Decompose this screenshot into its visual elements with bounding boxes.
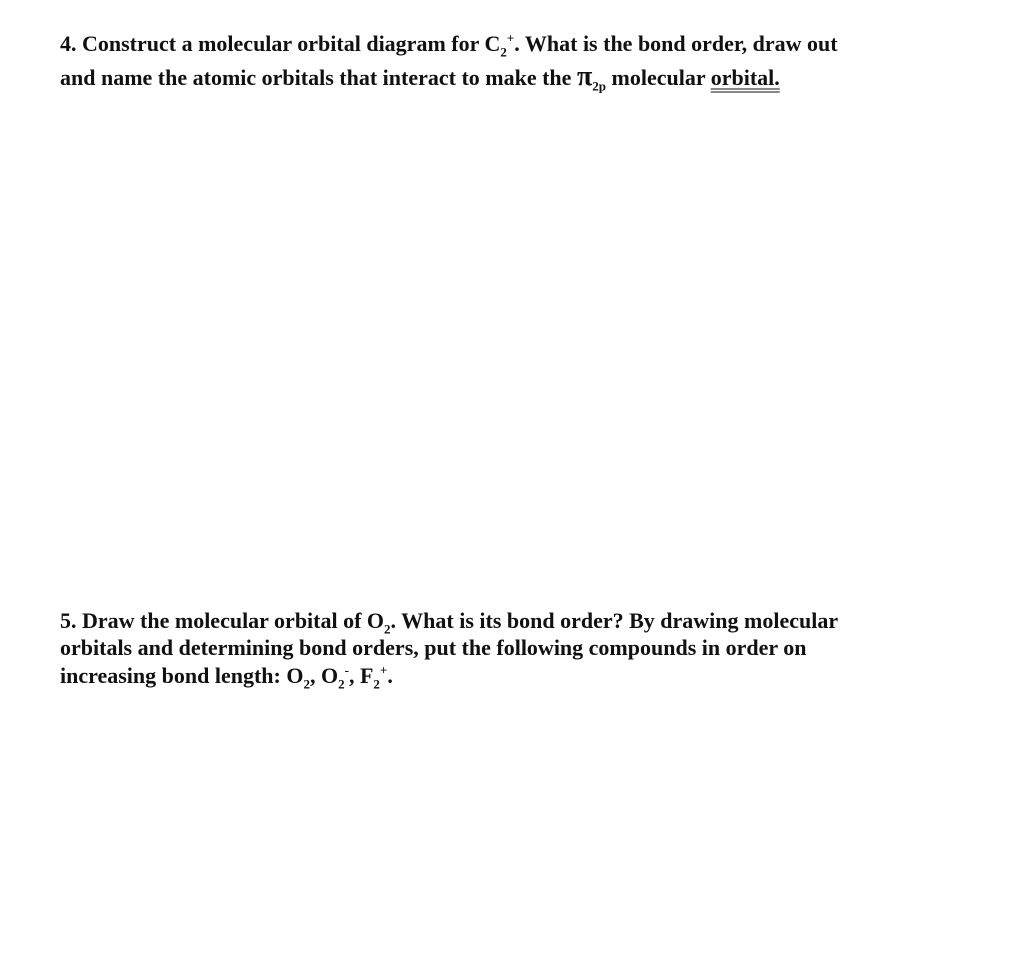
subscript: 2p bbox=[592, 78, 607, 94]
subscript: 2 bbox=[373, 676, 380, 692]
pi-symbol: π bbox=[576, 61, 593, 92]
question-5-line-1 bbox=[60, 608, 839, 637]
subscript: 2 bbox=[338, 676, 345, 692]
question-4-line-2 bbox=[60, 61, 780, 94]
text: . bbox=[387, 663, 393, 688]
superscript: + bbox=[379, 662, 388, 678]
text: and name the atomic orbitals that interact to make the bbox=[60, 65, 577, 90]
text: , O bbox=[309, 663, 339, 688]
text: increasing bond length: O bbox=[60, 663, 304, 688]
text: 5. Draw the molecular orbital of O bbox=[60, 608, 385, 633]
text: 4. Construct a molecular orbital diagram for C bbox=[60, 31, 501, 56]
superscript: + bbox=[506, 30, 515, 46]
subscript: 2 bbox=[500, 44, 507, 60]
question-4-line-1 bbox=[60, 30, 838, 60]
question-5-line-3 bbox=[60, 662, 393, 692]
subscript: 2 bbox=[384, 621, 391, 637]
superscript: - bbox=[344, 662, 349, 678]
text: molecular bbox=[606, 65, 711, 90]
text: . What is its bond order? By drawing molecular bbox=[390, 608, 839, 633]
text: , F bbox=[348, 663, 374, 688]
text: . What is the bond order, draw out bbox=[514, 31, 838, 56]
subscript: 2 bbox=[303, 676, 310, 692]
underlined-text: orbital. bbox=[710, 65, 780, 90]
question-5-line-2: orbitals and determining bond orders, put the following compounds in order on bbox=[60, 635, 807, 660]
